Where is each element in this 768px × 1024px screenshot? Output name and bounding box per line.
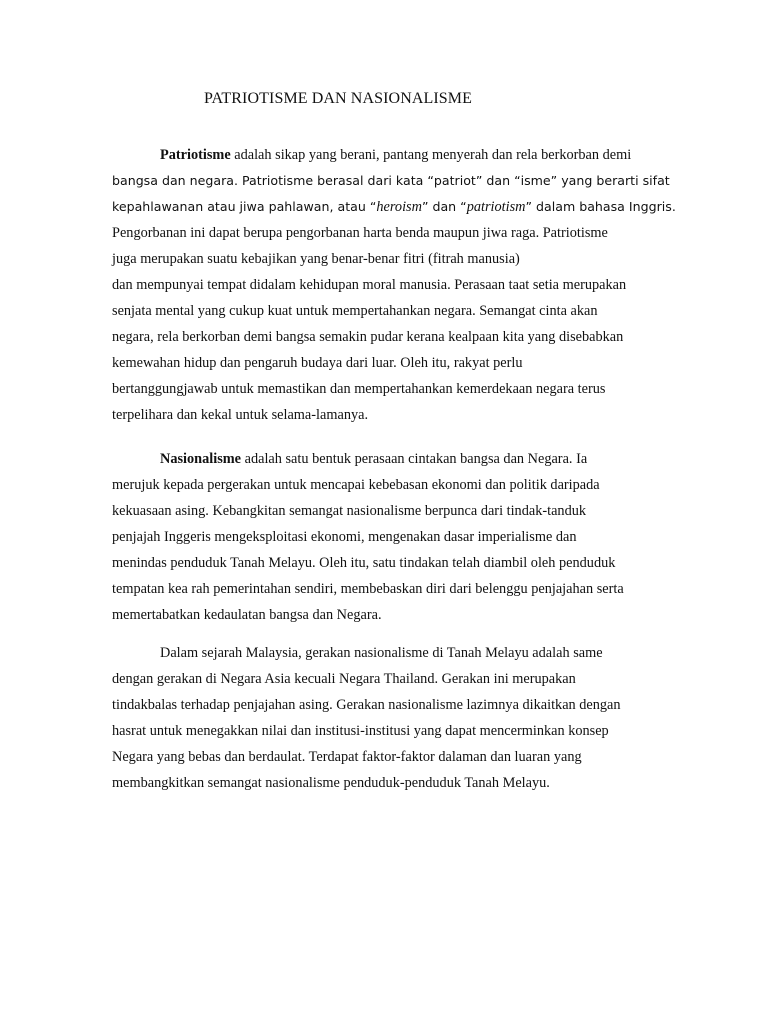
paragraph-1-line-3-c: ” dalam bahasa Inggris. (525, 199, 676, 214)
paragraph-2-line-2: merujuk kepada pergerakan untuk mencapai kebebasan ekonomi dan politik daripada (112, 477, 600, 493)
paragraph-2-line-5: menindas penduduk Tanah Melayu. Oleh itu, satu tindakan telah diambil oleh penduduk (112, 555, 616, 571)
paragraph-1-line-10: bertanggungjawab untuk memastikan dan mempertahankan kemerdekaan negara terus (112, 381, 606, 397)
paragraph-1-line-5: juga merupakan suatu kebajikan yang benar-benar fitri (fitrah manusia) (112, 251, 520, 267)
paragraph-1-line-9: kemewahan hidup dan pengaruh budaya dari luar. Oleh itu, rakyat perlu (112, 355, 523, 371)
page-title: PATRIOTISME DAN NASIONALISME (204, 90, 473, 107)
term-patriotism: patriotism (466, 199, 526, 215)
paragraph-3-line-1: Dalam sejarah Malaysia, gerakan nasionalisme di Tanah Melayu adalah same (160, 645, 603, 661)
paragraph-3-line-6: membangkitkan semangat nasionalisme penduduk-penduduk Tanah Melayu. (112, 775, 550, 791)
paragraph-1-line-11: terpelihara dan kekal untuk selama-lamanya. (112, 407, 369, 423)
paragraph-1-line-8: negara, rela berkorban demi bangsa semakin pudar kerana kealpaan kita yang disebabkan (112, 329, 624, 345)
paragraph-1-line-4: Pengorbanan ini dapat berupa pengorbanan harta benda maupun jiwa raga. Patriotisme (112, 225, 608, 241)
paragraph-1-line-6: dan mempunyai tempat didalam kehidupan moral manusia. Perasaan taat setia merupakan (112, 277, 627, 293)
paragraph-2-line-4: penjajah Inggeris mengeksploitasi ekonomi, mengenakan dasar imperialisme dan (112, 529, 577, 545)
paragraph-3-line-2: dengan gerakan di Negara Asia kecuali Negara Thailand. Gerakan ini merupakan (112, 671, 576, 687)
paragraph-2-line-6: tempatan kea rah pemerintahan sendiri, membebaskan diri dari belenggu penjajahan serta (112, 581, 624, 597)
paragraph-1-line-3-b: ” dan “ (421, 199, 467, 214)
paragraph-2-line-7: memertabatkan kedaulatan bangsa dan Negara. (112, 607, 382, 623)
paragraph-2-line-1-text: adalah satu bentuk perasaan cintakan bangsa dan Negara. Ia (241, 451, 588, 467)
term-patriotisme: Patriotisme (160, 147, 231, 163)
paragraph-3-line-5: Negara yang bebas dan berdaulat. Terdapat faktor-faktor dalaman dan luaran yang (112, 749, 582, 765)
term-heroism: heroism (376, 199, 422, 215)
paragraph-2-line-3: kekuasaan asing. Kebangkitan semangat nasionalisme berpunca dari tindak-tanduk (112, 503, 587, 519)
paragraph-1-line-2: bangsa dan negara. Patriotisme berasal dari kata “patriot” dan “isme” yang berarti sifat (112, 173, 670, 188)
term-nasionalisme: Nasionalisme (160, 451, 242, 467)
paragraph-3-line-3: tindakbalas terhadap penjajahan asing. Gerakan nasionalisme lazimnya dikaitkan dengan (112, 697, 621, 713)
paragraph-1-line-7: senjata mental yang cukup kuat untuk mempertahankan negara. Semangat cinta akan (112, 303, 598, 319)
paragraph-1-line-1 (160, 146, 631, 164)
paragraph-1-line-3 (112, 198, 676, 216)
paragraph-1-line-3-a: kepahlawanan atau jiwa pahlawan, atau “ (112, 199, 377, 214)
paragraph-2-line-1 (160, 450, 587, 468)
paragraph-3-line-4: hasrat untuk menegakkan nilai dan institusi-institusi yang dapat mencerminkan konsep (112, 723, 609, 739)
paragraph-1-line-1-text: adalah sikap yang berani, pantang menyerah dan rela berkorban demi (230, 147, 632, 163)
